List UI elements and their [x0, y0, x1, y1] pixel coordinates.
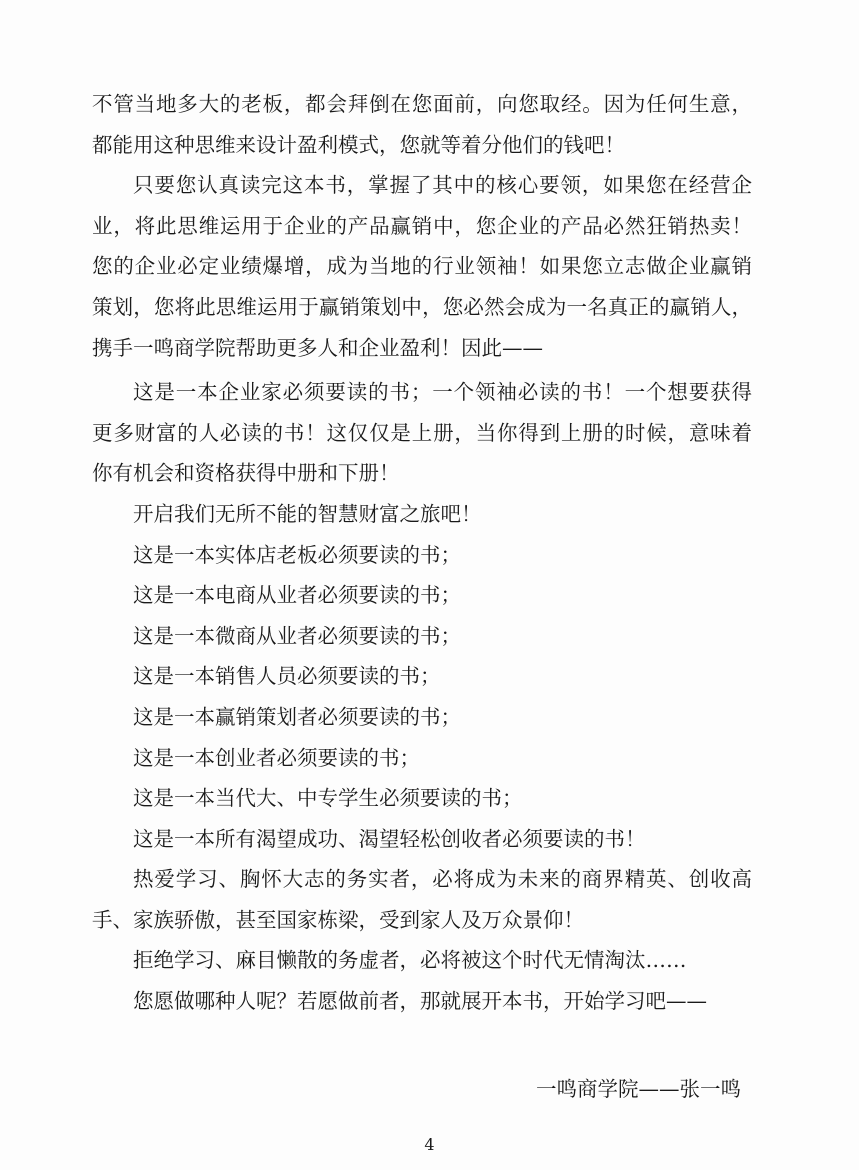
text-line: 这是一本实体店老板必须要读的书； — [133, 542, 461, 567]
text-line: 您愿做哪种人呢？若愿做前者，那就展开本书，开始学习吧—— — [133, 989, 707, 1014]
text-line: 这是一本企业家必须要读的书；一个领袖必读的书！一个想要获得 — [133, 380, 752, 405]
text-line: 这是一本当代大、中专学生必须要读的书； — [133, 786, 523, 811]
text-line: 你有机会和资格获得中册和下册！ — [92, 461, 400, 486]
text-line: 手、家族骄傲，甚至国家栋梁，受到家人及万众景仰！ — [92, 907, 584, 932]
text-line: 这是一本销售人员必须要读的书； — [133, 664, 441, 689]
text-line: 这是一本微商从业者必须要读的书； — [133, 623, 461, 648]
paragraph — [92, 165, 752, 368]
paragraph — [92, 84, 752, 165]
text-line: 这是一本创业者必须要读的书； — [133, 745, 420, 770]
text-line: 业，将此思维运用于企业的产品赢销中，您企业的产品必然狂销热卖！ — [92, 213, 752, 238]
text-line: 热爱学习、胸怀大志的务实者，必将成为未来的商界精英、创收高 — [133, 867, 752, 892]
author-signature: 一鸣商学院——张一鸣 — [536, 1077, 741, 1101]
paragraph — [92, 372, 752, 494]
text-line: 只要您认真读完这本书，掌握了其中的核心要领，如果您在经营企 — [133, 173, 752, 198]
text-line: 拒绝学习、麻目懒散的务虚者，必将被这个时代无情淘汰…… — [133, 948, 687, 973]
text-line: 这是一本所有渴望成功、渴望轻松创收者必须要读的书！ — [133, 826, 646, 851]
page-number: 4 — [424, 1135, 435, 1154]
text-line: 开启我们无所不能的智慧财富之旅吧！ — [133, 501, 482, 526]
text-line: 都能用这种思维来设计盈利模式，您就等着分他们的钱吧！ — [92, 132, 625, 157]
text-line: 这是一本电商从业者必须要读的书； — [133, 583, 461, 608]
text-line: 不管当地多大的老板，都会拜倒在您面前，向您取经。因为任何生意， — [92, 92, 752, 116]
text-line: 更多财富的人必读的书！这仅仅是上册，当你得到上册的时候，意味着 — [92, 420, 752, 445]
text-line: 这是一本赢销策划者必须要读的书； — [133, 704, 461, 729]
text-line: 策划，您将此思维运用于赢销策划中，您必然会成为一名真正的赢销人， — [92, 294, 752, 319]
text-line: 您的企业必定业绩爆增，成为当地的行业领袖！如果您立志做企业赢销 — [92, 254, 752, 279]
text-line: 携手一鸣商学院帮助更多人和企业盈利！因此—— — [92, 335, 543, 360]
paragraph — [92, 859, 752, 940]
body-text — [92, 84, 752, 1022]
